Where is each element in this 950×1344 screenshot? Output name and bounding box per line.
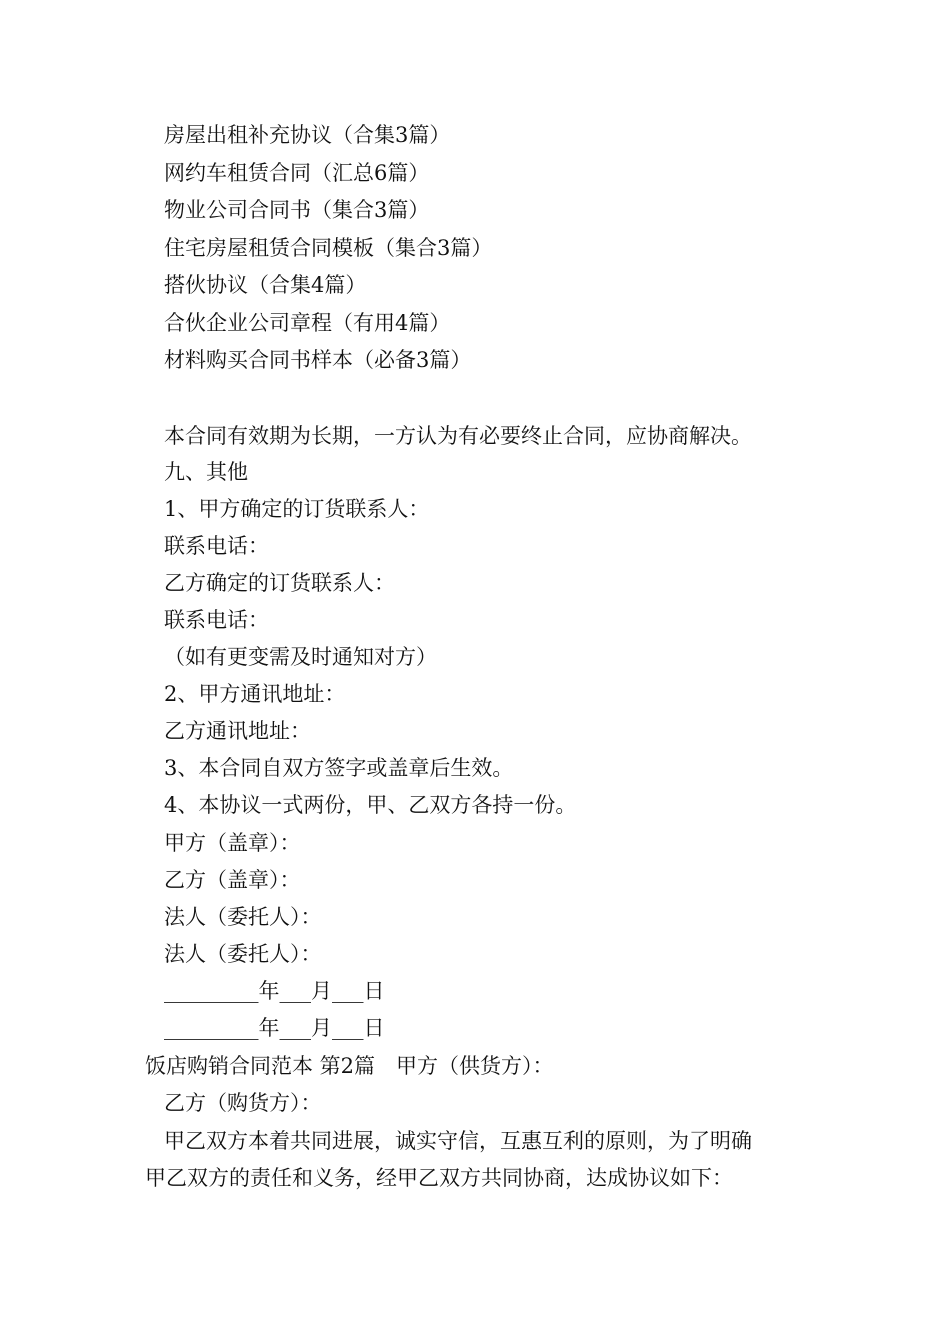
legal-representative-b: 法人（委托人）： xyxy=(164,942,322,966)
party-a-address: 2、甲方通讯地址： xyxy=(164,682,346,706)
party-a-order-contact: 1、甲方确定的订货联系人： xyxy=(164,497,430,521)
date-line-b: _________年___月___日 xyxy=(164,1016,385,1040)
party-b-address: 乙方通讯地址： xyxy=(164,719,311,743)
related-link-6[interactable]: 合伙企业公司章程（有用4篇） xyxy=(164,311,451,335)
related-link-7[interactable]: 材料购买合同书样本（必备3篇） xyxy=(164,348,472,372)
second-doc-intro-2: 甲乙双方的责任和义务，经甲乙双方共同协商，达成协议如下： xyxy=(145,1166,733,1190)
change-notice: （如有更变需及时通知对方） xyxy=(164,645,437,669)
party-a-phone: 联系电话： xyxy=(164,534,269,558)
section-9-heading: 九、其他 xyxy=(164,460,248,484)
party-a-seal: 甲方（盖章）： xyxy=(164,831,301,855)
legal-representative-a: 法人（委托人）： xyxy=(164,905,322,929)
related-link-1[interactable]: 房屋出租补充协议（合集3篇） xyxy=(164,123,451,147)
related-link-2[interactable]: 网约车租赁合同（汇总6篇） xyxy=(164,161,430,185)
validity-clause: 本合同有效期为长期，一方认为有必要终止合同，应协商解决。 xyxy=(164,424,752,448)
related-link-4[interactable]: 住宅房屋租赁合同模板（集合3篇） xyxy=(164,236,493,260)
second-doc-intro-1: 甲乙双方本着共同进展，诚实守信，互惠互利的原则，为了明确 xyxy=(164,1129,752,1153)
effective-clause: 3、本合同自双方签字或盖章后生效。 xyxy=(164,756,514,780)
party-b-seal: 乙方（盖章）： xyxy=(164,868,301,892)
related-link-5[interactable]: 搭伙协议（合集4篇） xyxy=(164,273,367,297)
second-doc-party-b: 乙方（购货方）： xyxy=(164,1091,322,1115)
party-b-order-contact: 乙方确定的订货联系人： xyxy=(164,571,395,595)
party-b-phone: 联系电话： xyxy=(164,608,269,632)
copies-clause: 4、本协议一式两份，甲、乙双方各持一份。 xyxy=(164,793,577,817)
related-link-3[interactable]: 物业公司合同书（集合3篇） xyxy=(164,198,430,222)
second-doc-title: 饭店购销合同范本 第2篇 甲方（供货方）： xyxy=(145,1054,554,1078)
date-line-a: _________年___月___日 xyxy=(164,979,385,1003)
